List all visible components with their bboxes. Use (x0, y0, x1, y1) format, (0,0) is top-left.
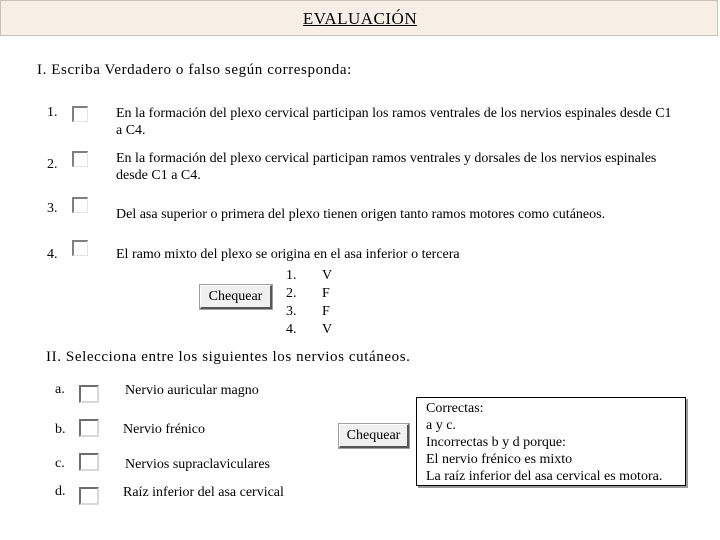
answer-key (278, 265, 348, 337)
feedback-line: Incorrectas b y d porque: (426, 435, 566, 450)
feedback-line: a y c. (426, 418, 456, 433)
option-c-text: Nervios supraclaviculares (125, 457, 270, 472)
option-c-checkbox[interactable] (79, 453, 99, 471)
item-1-number: 1. (47, 105, 58, 120)
item-4-text: El ramo mixto del plexo se origina en el asa inferior o tercera (116, 247, 460, 262)
answer-row-3 (286, 303, 348, 321)
answer-value: V (322, 268, 333, 283)
section-2-heading: II. Selecciona entre los siguientes los nervios cutáneos. (46, 349, 411, 365)
answer-number: 2. (286, 286, 297, 301)
section-1-heading: I. Escriba Verdadero o falso según corresponda: (37, 62, 352, 78)
item-3-text: Del asa superior o primera del plexo tienen origen tanto ramos motores como cutáneos. (116, 207, 606, 222)
option-a-text: Nervio auricular magno (125, 383, 259, 398)
item-3-number: 3. (47, 201, 58, 216)
page-title: EVALUACIÓN (302, 9, 418, 28)
item-4-number: 4. (47, 247, 58, 262)
check-button-section-2[interactable]: Chequear (339, 424, 409, 448)
answer-row-1 (286, 267, 348, 285)
answer-number: 1. (286, 268, 297, 283)
item-3-checkbox[interactable] (72, 197, 88, 213)
answer-row-4 (286, 321, 348, 339)
item-2-checkbox[interactable] (72, 151, 88, 167)
feedback-box (416, 397, 686, 486)
item-2-number: 2. (47, 157, 58, 172)
option-a-letter: a. (55, 382, 65, 397)
feedback-line: Correctas: (426, 401, 484, 416)
answer-value: V (322, 322, 333, 337)
answer-value: F (322, 304, 330, 319)
answer-value: F (322, 286, 330, 301)
item-4-checkbox[interactable] (72, 240, 88, 256)
answer-number: 3. (286, 304, 297, 319)
feedback-line: La raíz inferior del asa cervical es motora. (426, 469, 663, 484)
item-1-checkbox[interactable] (72, 106, 88, 122)
answer-number: 4. (286, 322, 297, 337)
feedback-line: El nervio frénico es mixto (426, 452, 573, 467)
option-d-checkbox[interactable] (79, 487, 99, 505)
option-c-letter: c. (55, 456, 65, 471)
option-a-checkbox[interactable] (79, 385, 99, 403)
check-button-section-1[interactable]: Chequear (200, 285, 272, 309)
item-2-text: En la formación del plexo cervical participan ramos ventrales y dorsales de los nervios espinales desde C1 a C4. (116, 151, 657, 183)
item-1-text: En la formación del plexo cervical participan los ramos ventrales de los nervios espinales desde C1 a C4. (116, 106, 672, 138)
option-b-text: Nervio frénico (123, 422, 206, 437)
answer-row-2 (286, 285, 348, 303)
option-b-checkbox[interactable] (79, 419, 99, 437)
option-b-letter: b. (55, 422, 66, 437)
option-d-letter: d. (55, 484, 66, 499)
option-d-text: Raíz inferior del asa cervical (123, 485, 284, 500)
